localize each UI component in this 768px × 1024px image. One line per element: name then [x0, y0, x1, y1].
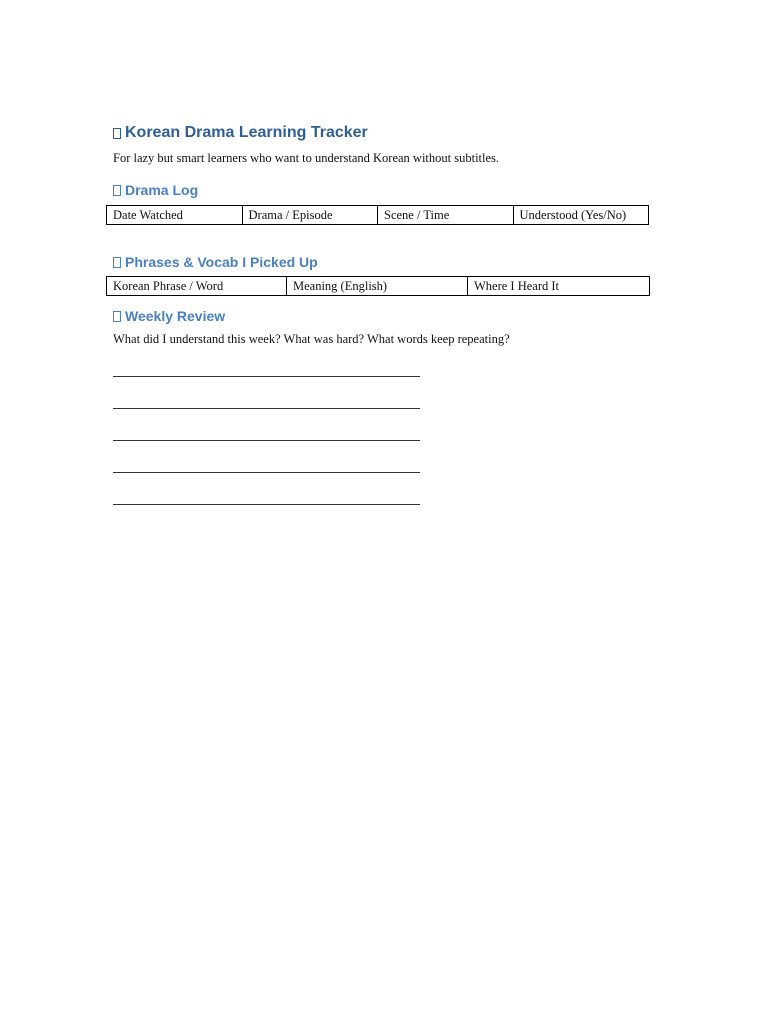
- weekly-review-heading-text: Weekly Review: [125, 308, 226, 324]
- drama-log-heading-text: Drama Log: [125, 182, 199, 198]
- weekly-review-heading: [113, 308, 225, 324]
- drama-log-table: [106, 205, 649, 225]
- table-row: [107, 206, 649, 225]
- table-header-cell: Understood (Yes/No): [513, 206, 649, 225]
- table-header-cell: Scene / Time: [378, 206, 514, 225]
- drama-log-heading: [113, 182, 198, 198]
- missing-glyph-icon: [113, 185, 121, 196]
- phrases-heading-text: Phrases & Vocab I Picked Up: [125, 254, 318, 270]
- weekly-review-prompt: What did I understand this week? What was hard? What words keep repeating?: [113, 332, 510, 346]
- table-header-cell: Drama / Episode: [242, 206, 378, 225]
- blank-answer-line[interactable]: [113, 472, 420, 473]
- table-header-cell: Date Watched: [107, 206, 243, 225]
- table-header-cell: Meaning (English): [287, 277, 468, 296]
- phrases-heading: [113, 254, 318, 270]
- phrases-table: [106, 276, 650, 296]
- missing-glyph-icon: [113, 128, 121, 139]
- blank-answer-line[interactable]: [113, 440, 420, 441]
- blank-answer-line[interactable]: [113, 376, 420, 377]
- table-header-cell: Where I Heard It: [468, 277, 650, 296]
- page-title: [113, 124, 368, 142]
- table-header-cell: Korean Phrase / Word: [107, 277, 287, 296]
- page-title-text: Korean Drama Learning Tracker: [125, 124, 368, 141]
- missing-glyph-icon: [113, 311, 121, 322]
- table-row: [107, 277, 650, 296]
- missing-glyph-icon: [113, 257, 121, 268]
- blank-answer-line[interactable]: [113, 408, 420, 409]
- intro-text: For lazy but smart learners who want to understand Korean without subtitles.: [113, 151, 500, 165]
- blank-answer-line[interactable]: [113, 504, 420, 505]
